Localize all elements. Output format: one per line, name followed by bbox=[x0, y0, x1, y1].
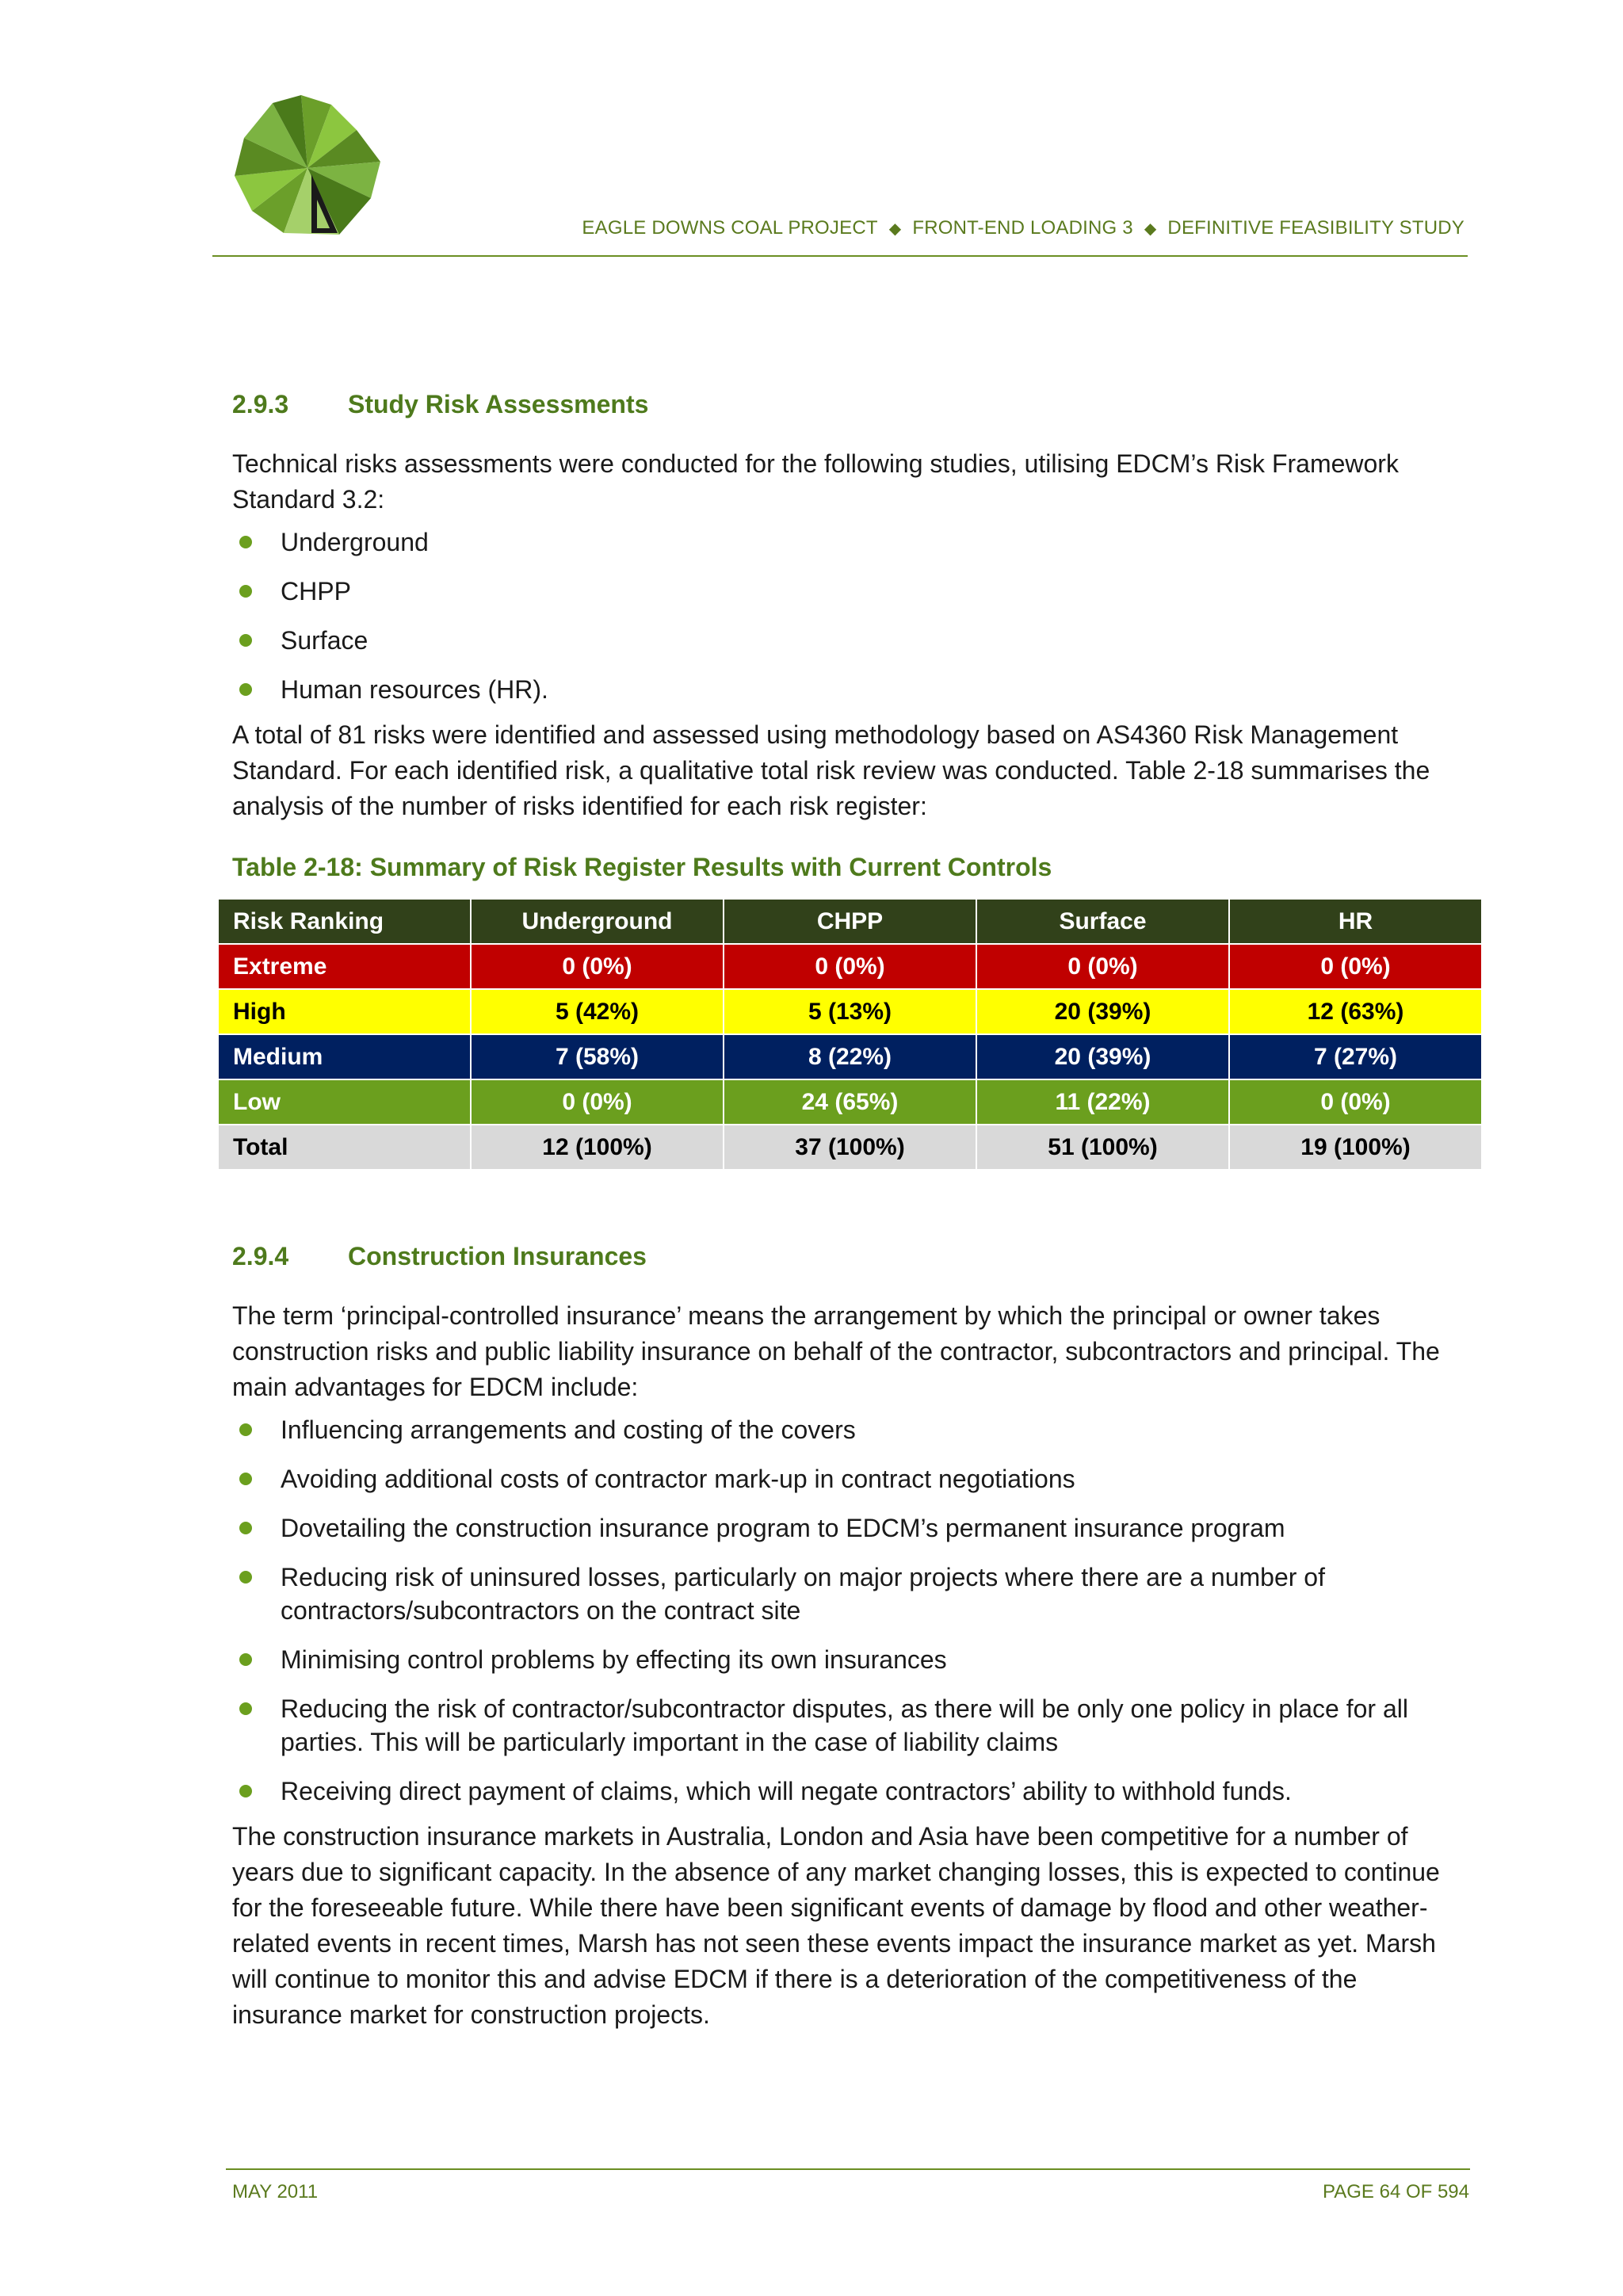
table-cell: 12 (63%) bbox=[1229, 989, 1482, 1034]
bullet-icon bbox=[239, 1785, 252, 1797]
table-cell: 0 (0%) bbox=[1229, 944, 1482, 989]
section-title: Construction Insurances bbox=[348, 1242, 647, 1270]
table-row-high bbox=[218, 989, 1482, 1034]
section-number: 2.9.3 bbox=[232, 390, 289, 418]
column-header: Underground bbox=[471, 899, 724, 944]
list-item: Avoiding additional costs of contractor mark-up in contract negotiations bbox=[232, 1462, 1468, 1496]
bullet-icon bbox=[239, 1653, 252, 1666]
bullet-icon bbox=[239, 1473, 252, 1485]
list-item: Reducing risk of uninsured losses, particularly on major projects where there are a number of contractors/subcontractors on the contract site bbox=[232, 1561, 1468, 1627]
bullet-icon bbox=[239, 1571, 252, 1584]
list-item: Dovetailing the construction insurance program to EDCM’s permanent insurance program bbox=[232, 1511, 1468, 1545]
section-heading-2-9-4 bbox=[232, 1242, 1468, 1271]
section-number: 2.9.4 bbox=[232, 1242, 289, 1270]
table-row-extreme bbox=[218, 944, 1482, 989]
list-item: Human resources (HR). bbox=[232, 673, 1468, 706]
list-item: CHPP bbox=[232, 575, 1468, 608]
row-label: Extreme bbox=[218, 944, 471, 989]
bullet-icon bbox=[239, 1702, 252, 1715]
page-content bbox=[232, 390, 1468, 2033]
list-item: Influencing arrangements and costing of the covers bbox=[232, 1413, 1468, 1446]
footer-date: MAY 2011 bbox=[232, 2181, 319, 2202]
row-label: Total bbox=[218, 1125, 471, 1170]
risk-summary-table bbox=[217, 898, 1483, 1171]
bullet-icon bbox=[239, 1522, 252, 1534]
list-item: Underground bbox=[232, 525, 1468, 559]
table-cell: 11 (22%) bbox=[976, 1079, 1229, 1125]
header-phase: FRONT-END LOADING 3 bbox=[912, 217, 1133, 239]
bullet-icon bbox=[239, 683, 252, 696]
table-cell: 0 (0%) bbox=[1229, 1079, 1482, 1125]
table-cell: 0 (0%) bbox=[471, 944, 724, 989]
table-row-total bbox=[218, 1125, 1482, 1170]
table-row-medium bbox=[218, 1034, 1482, 1079]
bullet-icon bbox=[239, 536, 252, 548]
bullet-icon bbox=[239, 1423, 252, 1436]
table-cell: 0 (0%) bbox=[976, 944, 1229, 989]
advantages-list bbox=[232, 1413, 1468, 1808]
intro-paragraph: The term ‘principal-controlled insurance’ means the arrangement by which the principal or owner takes construction risks and public liability insurance on behalf of the contractor, subcontractors and principal. The main advantages for EDCM include: bbox=[232, 1301, 1440, 1401]
table-cell: 20 (39%) bbox=[976, 989, 1229, 1034]
table-header-row bbox=[218, 899, 1482, 944]
header-project: EAGLE DOWNS COAL PROJECT bbox=[582, 217, 878, 239]
table-row-low bbox=[218, 1079, 1482, 1125]
table-cell: 19 (100%) bbox=[1229, 1125, 1482, 1170]
section-title: Study Risk Assessments bbox=[348, 390, 649, 418]
table-cell: 0 (0%) bbox=[724, 944, 976, 989]
table-cell: 12 (100%) bbox=[471, 1125, 724, 1170]
table-cell: 20 (39%) bbox=[976, 1034, 1229, 1079]
table-cell: 7 (58%) bbox=[471, 1034, 724, 1079]
table-cell: 37 (100%) bbox=[724, 1125, 976, 1170]
column-header: HR bbox=[1229, 899, 1482, 944]
table-cell: 51 (100%) bbox=[976, 1125, 1229, 1170]
bullet-icon bbox=[239, 634, 252, 647]
section-heading-2-9-3 bbox=[232, 390, 1468, 419]
table-caption: Table 2-18: Summary of Risk Register Results with Current Controls bbox=[232, 853, 1052, 881]
list-item: Surface bbox=[232, 624, 1468, 657]
column-header: CHPP bbox=[724, 899, 976, 944]
list-item: Reducing the risk of contractor/subcontractor disputes, as there will be only one policy in place for all parties. This will be particularly important in the case of liability claims bbox=[232, 1692, 1468, 1759]
header-divider bbox=[212, 255, 1468, 257]
table-cell: 5 (13%) bbox=[724, 989, 976, 1034]
market-paragraph: The construction insurance markets in Australia, London and Asia have been competitive for a number of years due to significant capacity. In the absence of any market changing losses, this is expected to continue for the foreseeable future. While there have been significant events of damage by flood and other weather-related events in recent times, Marsh has not seen these events impact the insurance market as yet. Marsh will continue to monitor this and advise EDCM if there is a deterioration of the competitiveness of the insurance market for construction projects. bbox=[232, 1822, 1440, 2029]
table-cell: 24 (65%) bbox=[724, 1079, 976, 1125]
list-item: Minimising control problems by effecting its own insurances bbox=[232, 1643, 1468, 1676]
bullet-icon bbox=[239, 585, 252, 598]
row-label: Medium bbox=[218, 1034, 471, 1079]
summary-paragraph: A total of 81 risks were identified and assessed using methodology based on AS4360 Risk Management Standard. For each identified risk, a qualitative total risk review was conducted. Table 2-18 summarises the analysis of the number of risks identified for each risk register: bbox=[232, 720, 1430, 820]
column-header: Surface bbox=[976, 899, 1229, 944]
intro-paragraph: Technical risks assessments were conducted for the following studies, utilising EDCM’s Risk Framework Standard 3.2: bbox=[232, 449, 1399, 514]
diamond-icon: ◆ bbox=[1144, 220, 1157, 238]
table-cell: 7 (27%) bbox=[1229, 1034, 1482, 1079]
table-cell: 0 (0%) bbox=[471, 1079, 724, 1125]
company-logo bbox=[228, 89, 387, 247]
row-label: Low bbox=[218, 1079, 471, 1125]
table-cell: 5 (42%) bbox=[471, 989, 724, 1034]
document-header bbox=[555, 217, 1465, 239]
table-cell: 8 (22%) bbox=[724, 1034, 976, 1079]
diamond-icon: ◆ bbox=[888, 220, 902, 238]
column-header: Risk Ranking bbox=[218, 899, 471, 944]
header-study: DEFINITIVE FEASIBILITY STUDY bbox=[1167, 217, 1465, 239]
page-number: PAGE 64 OF 594 bbox=[1323, 2181, 1469, 2202]
list-item: Receiving direct payment of claims, which will negate contractors’ ability to withhold funds. bbox=[232, 1775, 1468, 1808]
footer-divider bbox=[226, 2168, 1470, 2170]
row-label: High bbox=[218, 989, 471, 1034]
studies-list bbox=[232, 525, 1468, 706]
